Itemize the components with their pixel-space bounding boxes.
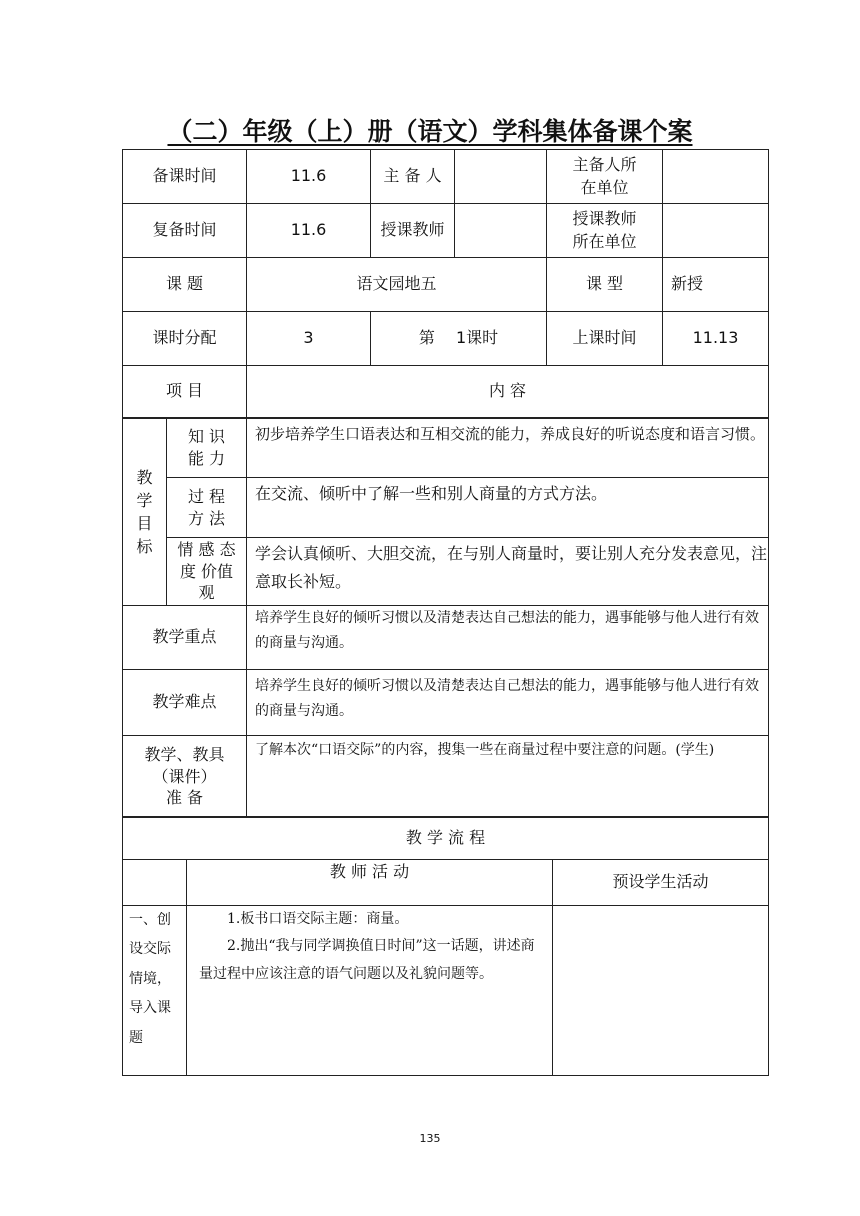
header-table [122, 149, 769, 418]
prep-time-value: 11.6 [247, 150, 371, 204]
key-points-text: 培养学生良好的倾听习惯以及清楚表达自己想法的能力，遇事能够与他人进行有效的商量与沟通。 [247, 606, 769, 670]
item-label: 项 目 [123, 366, 247, 418]
step1-item-1: 1.板书口语交际主题：商量。 [227, 911, 409, 927]
knowledge-text: 初步培养学生口语表达和互相交流的能力，养成良好的听说态度和语言习惯。 [247, 419, 769, 478]
goals-label: 教学目标 [123, 419, 167, 606]
materials-label [123, 736, 247, 818]
content-label: 内 容 [247, 366, 769, 418]
review-time-value: 11.6 [247, 204, 371, 258]
topic-value: 语文园地五 [247, 258, 547, 312]
materials-label-line1: 教学、教具 [144, 745, 225, 765]
step1-item-2: 2.抛出“我与同学调换值日时间”这一话题，讲述商量过程中应该注意的语气问题以及礼貌问题等。 [199, 938, 535, 982]
flow-table [122, 816, 769, 1076]
goals-table [122, 418, 769, 818]
teacher-unit-label: 授课教师所在单位 [547, 204, 663, 258]
class-time-label: 上课时间 [547, 312, 663, 366]
main-unit-value [663, 150, 769, 204]
process-label: 过 程 方 法 [167, 478, 247, 538]
emotion-label: 情 感 态 度 价值观 [167, 538, 247, 606]
knowledge-label: 知 识 能 力 [167, 419, 247, 478]
lesson-number: 第 1课时 [371, 312, 547, 366]
prep-time-label: 备课时间 [123, 150, 247, 204]
page-title: （二）年级（上）册（语文）学科集体备课个案 [167, 117, 693, 146]
teacher-value [455, 204, 547, 258]
difficulties-label: 教学难点 [123, 670, 247, 736]
process-text: 在交流、倾听中了解一些和别人商量的方式方法。 [247, 478, 769, 538]
flow-step-header [123, 860, 187, 906]
hours-value: 3 [247, 312, 371, 366]
materials-text: 了解本次“口语交际”的内容，搜集一些在商量过程中要注意的问题。(学生) [247, 736, 769, 818]
main-unit-label: 主备人所在单位 [547, 150, 663, 204]
review-time-label: 复备时间 [123, 204, 247, 258]
teacher-unit-value [663, 204, 769, 258]
student-activity-label: 预设学生活动 [553, 860, 769, 906]
page-number: 135 [419, 1132, 441, 1145]
materials-label-line2: （课件） [152, 766, 217, 786]
key-points-label: 教学重点 [123, 606, 247, 670]
hours-label: 课时分配 [123, 312, 247, 366]
main-preparer-label: 主 备 人 [371, 150, 455, 204]
type-value: 新授 [663, 258, 769, 312]
step1-teacher-activity [187, 906, 553, 1076]
topic-label: 课 题 [123, 258, 247, 312]
teacher-activity-label: 教 师 活 动 [187, 860, 553, 906]
type-label: 课 型 [547, 258, 663, 312]
materials-label-line3: 准 备 [165, 788, 204, 808]
flow-title: 教 学 流 程 [123, 817, 769, 860]
step1-label: 一、创设交际情境，导入课题 [123, 906, 187, 1076]
main-preparer-value [455, 150, 547, 204]
difficulties-text: 培养学生良好的倾听习惯以及清楚表达自己想法的能力，遇事能够与他人进行有效的商量与沟通。 [247, 670, 769, 736]
emotion-text: 学会认真倾听、大胆交流，在与别人商量时，要让别人充分发表意见，注意取长补短。 [247, 538, 769, 606]
teacher-label: 授课教师 [371, 204, 455, 258]
class-time-value: 11.13 [663, 312, 769, 366]
step1-student-activity [553, 906, 769, 1076]
